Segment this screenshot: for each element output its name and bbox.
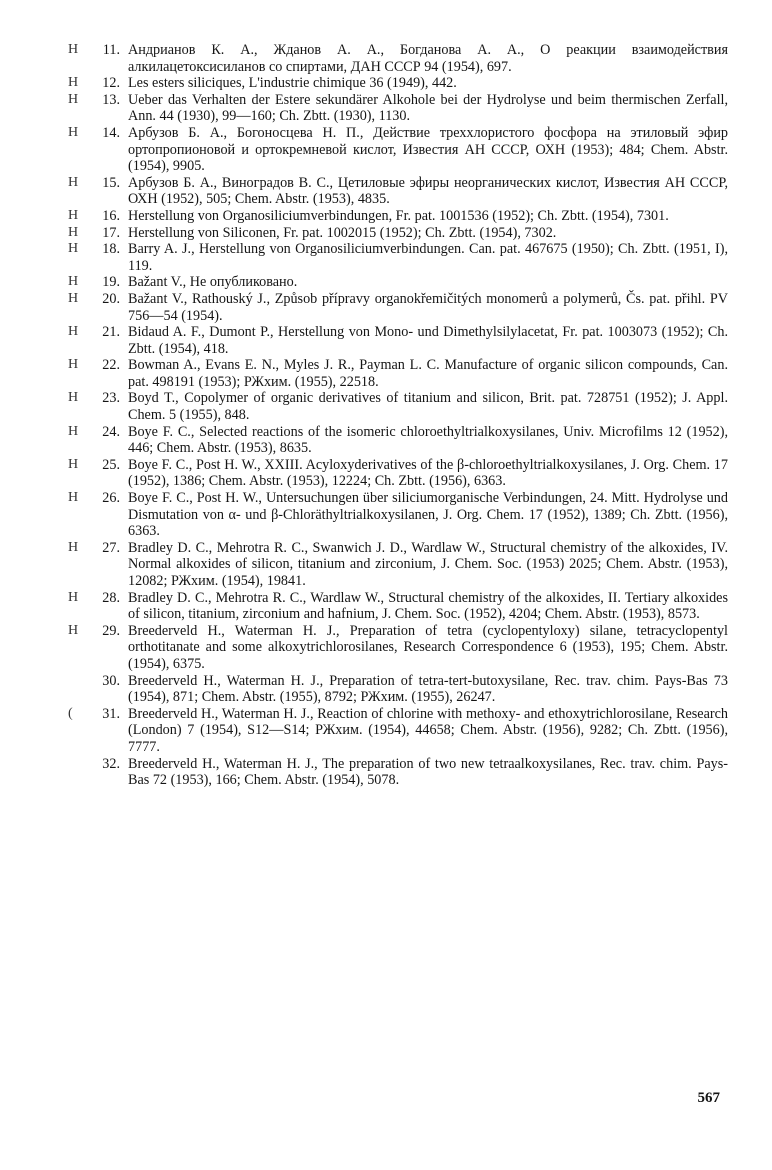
reference-margin-mark: H [68, 241, 79, 257]
reference-margin-mark: H [68, 423, 79, 439]
reference-entry [68, 490, 728, 540]
reference-entry [68, 291, 728, 324]
reference-entry [68, 540, 728, 590]
reference-entry [68, 756, 728, 789]
reference-list [68, 42, 728, 789]
reference-margin-mark: H [68, 174, 79, 190]
reference-number: 30. [102, 672, 120, 689]
reference-text: Breederveld H., Waterman H. J., The preparation of two new tetraalkoxysilanes, Rec. trav. chim. Pays-Bas 72 (1953), 166; Chem. Abstr. (1954), 5078. [128, 755, 728, 789]
reference-number: 27. [102, 539, 120, 556]
reference-entry [68, 457, 728, 490]
reference-text: Breederveld H., Waterman H. J., Preparation of tetra (cyclopentyloxy) silane, tetracyclopentyl orthotitanate and some alkoxytrichlorosilanes, Research Correspondence 6 (1953), 195; Chem. Abstr. (1954), 6375. [128, 622, 728, 672]
reference-margin-mark: H [68, 490, 79, 506]
reference-number: 25. [102, 456, 120, 473]
reference-margin-mark: H [68, 390, 79, 406]
reference-entry [68, 225, 728, 242]
reference-text: Bažant V., Не опубликовано. [128, 274, 298, 291]
reference-margin-mark: H [68, 224, 79, 240]
reference-text: Boye F. C., Selected reactions of the isomeric chloroethyltrialkoxysilanes, Univ. Microfilms 12 (1952), 446; Chem. Abstr. (1953), 8635. [128, 423, 728, 457]
reference-margin-mark: H [68, 91, 79, 107]
reference-entry [68, 706, 728, 756]
reference-entry [68, 208, 728, 225]
reference-margin-mark: H [68, 589, 79, 605]
reference-margin-mark: H [68, 539, 79, 555]
reference-number: 19. [102, 274, 120, 291]
reference-margin-mark: H [68, 324, 79, 340]
reference-number: 28. [102, 589, 120, 606]
reference-entry [68, 175, 728, 208]
reference-text: Bradley D. C., Mehrotra R. C., Wardlaw W., Structural chemistry of the alkoxides, II. Tertiary alkoxides of silicon, titanium, zirconium and hafnium, J. Chem. Soc. (1952), 4204; Chem. Abstr. (1953), 8573. [128, 589, 728, 623]
reference-number: 22. [102, 357, 120, 374]
reference-margin-mark: H [68, 290, 79, 306]
reference-entry [68, 324, 728, 357]
reference-margin-mark: H [68, 124, 79, 140]
reference-text: Breederveld H., Waterman H. J., Preparation of tetra-tert-butoxysilane, Rec. trav. chim. Pays-Bas 73 (1954), 871; Chem. Abstr. (1955), 8792; РЖхим. (1955), 26247. [128, 672, 728, 706]
reference-text: Bažant V., Rathouský J., Způsob přípravy organokřemičitých monomerů a polymerů, Čs. pat. přihl. PV 756—54 (1954). [128, 290, 728, 324]
reference-number: 11. [102, 42, 120, 58]
reference-text: Bradley D. C., Mehrotra R. C., Swanwich J. D., Wardlaw W., Structural chemistry of the alkoxides, IV. Normal alkoxides of silicon, titanium and zirconium, J. Chem. Soc. (1953) 2025; Chem. Abstr. (1953), 12082; РЖхим. (1954), 19841. [128, 539, 728, 589]
reference-text: Арбузов Б. А., Виноградов В. С., Цетиловые эфиры неорганических кислот, Известия АН СССР, ОХН (1952), 505; Chem. Abstr. (1953), 4835. [128, 174, 728, 208]
reference-number: 32. [102, 755, 120, 772]
reference-entry [68, 92, 728, 125]
reference-entry [68, 274, 728, 291]
reference-number: 14. [102, 124, 120, 141]
reference-text: Bowman A., Evans E. N., Myles J. R., Payman L. C. Manufacture of organic silicon compounds, Can. pat. 498191 (1953); РЖхим. (1955), 22518. [128, 357, 728, 390]
reference-margin-mark: H [68, 75, 79, 91]
reference-text: Андрианов К. А., Жданов А. А., Богданова А. А., О реакции взаимодействия алкилацетоксисиланов со спиртами, ДАН СССР 94 (1954), 697. [128, 42, 728, 75]
reference-text: Boye F. C., Post H. W., XXIII. Acyloxyderivatives of the β-chloroethyltrialkoxysilanes, J. Org. Chem. 17 (1952), 1386; Chem. Abstr. (1953), 12224; Ch. Zbtt. (1956), 6363. [128, 456, 728, 490]
page-number: 567 [697, 1090, 720, 1106]
reference-number: 26. [102, 490, 120, 507]
reference-number: 21. [102, 324, 120, 341]
reference-text: Barry A. J., Herstellung von Organosiliciumverbindungen. Can. pat. 467675 (1950); Ch. Zbtt. (1951, I), 119. [128, 241, 728, 274]
reference-entry [68, 75, 728, 92]
reference-margin-mark: H [68, 357, 79, 373]
reference-number: 13. [102, 91, 120, 108]
reference-entry [68, 590, 728, 623]
reference-number: 12. [102, 75, 120, 92]
reference-number: 23. [102, 390, 120, 407]
reference-text: Boye F. C., Post H. W., Untersuchungen über siliciumorganische Verbindungen, 24. Mitt. Hydrolyse und Dismutation von α- und β-Chloräthyltrialkoxysilanen, J. Org. Chem. 17 (1952), 1389; Ch. Zbtt. (1956), 6363. [128, 490, 728, 540]
reference-number: 24. [102, 423, 120, 440]
reference-text: Breederveld H., Waterman H. J., Reaction of chlorine with methoxy- and ethoxytrichlorosilane, Research (London) 7 (1954), S12—S14; РЖхим. (1954), 44658; Chem. Abstr. (1956), 9282; Ch. Zbtt. (1956), 7777. [128, 705, 728, 755]
reference-text: Арбузов Б. А., Богоносцева Н. П., Действие треххлористого фосфора на этиловый эфир ортопропионовой и ортокремневой кислот, Известия АН СССР, ОХН (1953); 484; Chem. Abstr. (1954), 9905. [128, 124, 728, 175]
reference-entry [68, 241, 728, 274]
reference-margin-mark: H [68, 456, 79, 472]
reference-text: Boyd T., Copolymer of organic derivatives of titanium and silicon, Brit. pat. 728751 (1952); J. Appl. Chem. 5 (1955), 848. [128, 390, 728, 424]
reference-number: 29. [102, 622, 120, 639]
reference-entry [68, 390, 728, 423]
reference-number: 31. [102, 705, 120, 722]
reference-number: 18. [102, 241, 120, 258]
reference-text: Ueber das Verhalten der Estere sekundärer Alkohole bei der Hydrolyse und beim thermischen Zerfall, Ann. 44 (1930), 99—160; Ch. Zbtt. (1930), 1130. [128, 91, 728, 125]
reference-margin-mark: H [68, 274, 79, 290]
reference-number: 17. [102, 224, 120, 241]
reference-entry [68, 673, 728, 706]
reference-entry [68, 623, 728, 673]
reference-entry [68, 357, 728, 390]
reference-entry [68, 424, 728, 457]
reference-margin-mark: H [68, 207, 79, 223]
reference-text: Les esters siliciques, L'industrie chimique 36 (1949), 442. [128, 75, 457, 92]
reference-entry [68, 42, 728, 75]
reference-margin-mark: H [68, 622, 79, 638]
reference-number: 15. [102, 174, 120, 191]
reference-margin-mark: H [68, 42, 79, 57]
reference-number: 20. [102, 290, 120, 307]
reference-text: Herstellung von Organosiliciumverbindungen, Fr. pat. 1001536 (1952); Ch. Zbtt. (1954), 7301. [128, 207, 669, 224]
reference-text: Bidaud A. F., Dumont P., Herstellung von Mono- und Dimethylsilylacetat, Fr. pat. 1003073 (1952); Ch. Zbtt. (1954), 418. [128, 324, 728, 357]
reference-margin-mark: ( [68, 705, 73, 721]
reference-entry [68, 125, 728, 175]
reference-number: 16. [102, 207, 120, 224]
reference-text: Herstellung von Siliconen, Fr. pat. 1002015 (1952); Ch. Zbtt. (1954), 7302. [128, 224, 557, 241]
